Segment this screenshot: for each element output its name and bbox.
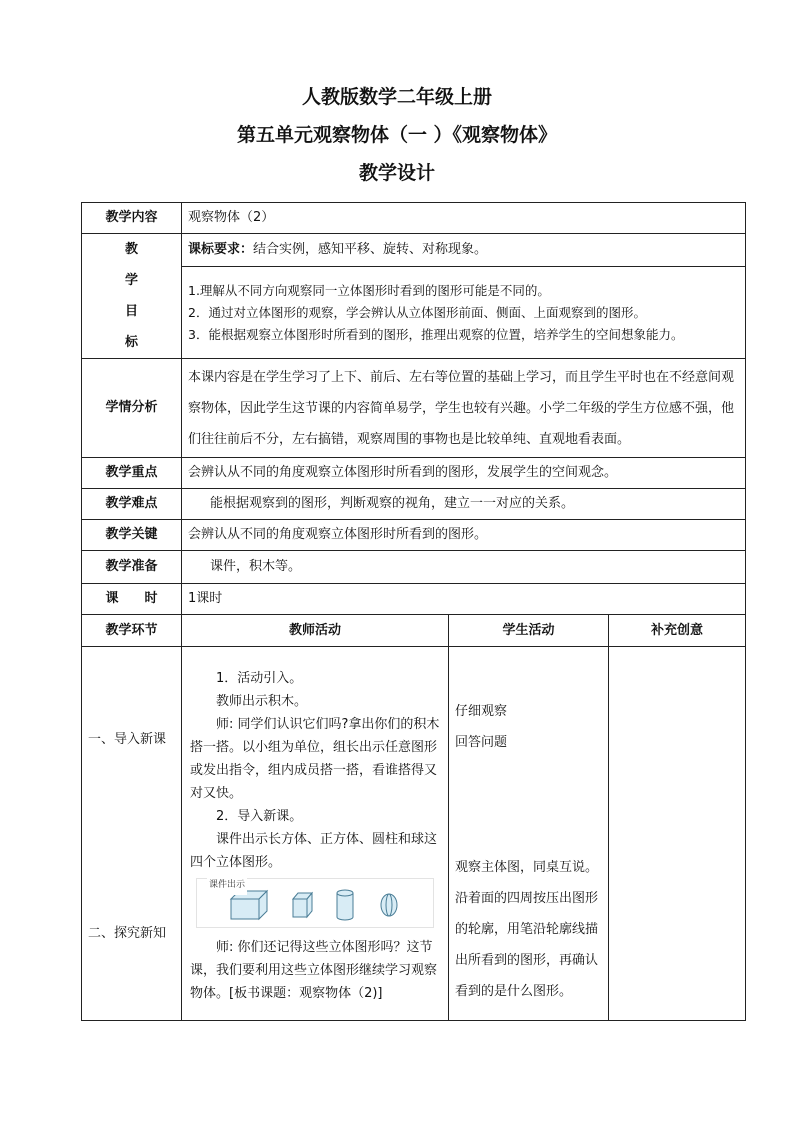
goals-label [82, 234, 182, 359]
curriculum-requirement [182, 234, 746, 267]
goal-item: 1.理解从不同方向观察同一立体图形时看到的图形可能是不同的。 [188, 282, 550, 298]
lesson-plan-table [81, 202, 746, 1021]
crux-label: 教学关键 [82, 520, 182, 551]
goals-label-char: 目 [124, 304, 138, 319]
row-content [82, 203, 746, 234]
key-point-value: 会辨认从不同的角度观察立体图形时所看到的图形，发展学生的空间观念。 [182, 458, 746, 489]
goal-item: 2．通过对立体图形的观察，学会辨认从立体图形前面、侧面、上面观察到的图形。 [188, 304, 646, 320]
sphere-icon [381, 894, 397, 916]
goals-label-char: 标 [124, 335, 138, 350]
figure-label: 课件出示 [207, 875, 247, 895]
goal-item: 3．能根据观察立体图形时所看到的图形，推理出观察的位置，培养学生的空间想象能力。 [188, 326, 684, 342]
teacher-para: 师: 同学们认识它们吗?拿出你们的积木搭一搭。以小组为单位，组长出示任意图形或发出指令，组内成员搭一搭，看谁搭得又对又快。 [190, 716, 440, 801]
teacher-para: 教师出示积木。 [216, 693, 308, 709]
content-label: 教学内容 [82, 203, 182, 234]
title-line-3: 教学设计 [358, 162, 435, 184]
row-goals-curriculum [82, 234, 746, 267]
stage-1: 一、导入新课 [88, 731, 167, 747]
header-stage: 教学环节 [82, 615, 182, 647]
curriculum-value: 结合实例，感知平移、旋转、对称现象。 [253, 242, 488, 257]
cube-icon [293, 893, 312, 917]
title-line-2: 第五单元观察物体（一 ）《观察物体》 [236, 124, 558, 146]
prep-value: 课件，积木等。 [182, 551, 746, 584]
supplement-cell [609, 647, 746, 1021]
cuboid-icon [231, 891, 267, 919]
analysis-value: 本课内容是在学生学习了上下、前后、左右等位置的基础上学习，而且学生平时也在不经意间观察物体，因此学生这节课的内容简单易学，学生也较有兴趣。小学二年级的学生方位感不强，他们往往前后不分，左右搞错，观察周围的事物也是比较单纯、直观地看表面。 [182, 359, 746, 458]
goals-label-char: 教 [124, 242, 138, 257]
cylinder-icon [337, 890, 353, 920]
row-difficulty [82, 489, 746, 520]
curriculum-key: 课标要求： [188, 242, 254, 257]
student-activity-cell [449, 647, 609, 1021]
analysis-label: 学情分析 [82, 359, 182, 458]
period-value: 1课时 [182, 584, 746, 615]
teacher-para: 师: 你们还记得这些立体图形吗？这节课，我们要利用这些立体图形继续学习观察物体。[板书课题：观察物体（2)] [190, 939, 438, 1001]
prep-label: 教学准备 [82, 551, 182, 584]
row-period [82, 584, 746, 615]
header-student: 学生活动 [449, 615, 609, 647]
difficulty-value: 能根据观察到的图形，判断观察的视角，建立一一对应的关系。 [182, 489, 746, 520]
teacher-activity-cell [182, 647, 449, 1021]
student-line: 回答问题 [455, 734, 508, 750]
stage-cell [82, 647, 182, 1021]
difficulty-label: 教学难点 [82, 489, 182, 520]
row-goals-items [82, 267, 746, 359]
crux-value: 会辨认从不同的角度观察立体图形时所看到的图形。 [182, 520, 746, 551]
key-point-label: 教学重点 [82, 458, 182, 489]
teacher-para: 2．导入新课。 [216, 808, 303, 824]
row-prep [82, 551, 746, 584]
row-flow-header [82, 615, 746, 647]
row-flow-content [82, 647, 746, 1021]
document-title [0, 84, 794, 198]
header-supplement: 补充创意 [609, 615, 746, 647]
content-value: 观察物体（2） [182, 203, 746, 234]
student-line: 仔细观察 [455, 703, 508, 719]
stage-2: 二、探究新知 [88, 925, 167, 941]
student-text: 观察主体图，同桌互说。沿着面的四周按压出图形的轮廓，用笔沿轮廓线描出所看到的图形，再确认看到的是什么图形。 [455, 859, 599, 999]
title-line-1: 人教版数学二年级上册 [301, 86, 492, 108]
goals-label-char: 学 [124, 273, 138, 288]
teacher-para: 课件出示长方体、正方体、圆柱和球这四个立体图形。 [190, 831, 438, 870]
teacher-para: 1．活动引入。 [216, 670, 303, 686]
row-key-point [82, 458, 746, 489]
solid-shapes-figure [196, 878, 434, 928]
row-crux [82, 520, 746, 551]
row-analysis [82, 359, 746, 458]
period-label: 课 时 [82, 584, 182, 615]
goals-items [182, 267, 746, 359]
header-teacher: 教师活动 [182, 615, 449, 647]
